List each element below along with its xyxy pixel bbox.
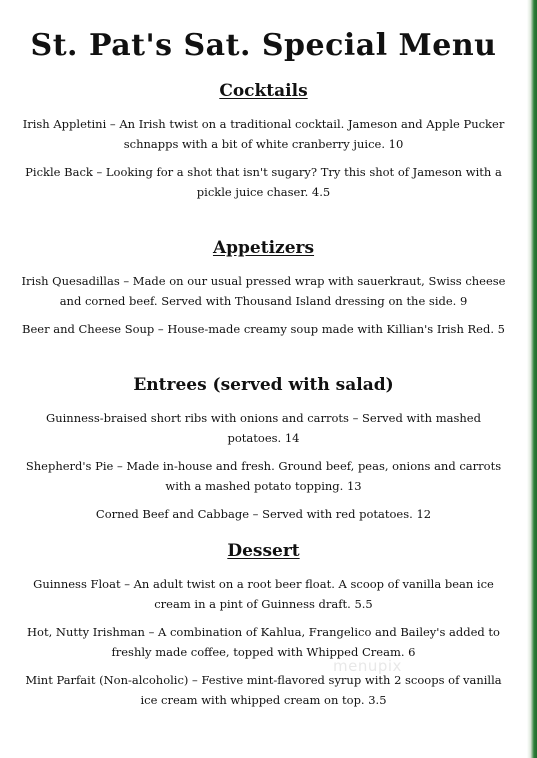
green-edge-border xyxy=(527,0,537,758)
menu-item-irish-quesadillas: Irish Quesadillas – Made on our usual pressed wrap with sauerkraut, Swiss cheese and corned beef. Served with Thousand Island dressing on the side. 9 xyxy=(21,274,506,308)
menu-item-mint-parfait: Mint Parfait (Non-alcoholic) – Festive mint-flavored syrup with 2 scoops of vanilla ice cream with whipped cream on top. 3.5 xyxy=(25,673,502,707)
menu-item-nutty-irishman: Hot, Nutty Irishman – A combination of Kahlua, Frangelico and Bailey's added to freshly made coffee, topped with Whipped Cream. 6 xyxy=(27,625,500,659)
section-heading-cocktails: Cocktails xyxy=(219,81,308,101)
watermark: menupix xyxy=(333,657,402,675)
menu-item-corned-beef: Corned Beef and Cabbage – Served with red potatoes. 12 xyxy=(95,507,432,521)
section-cocktails xyxy=(0,80,527,210)
menu-title: St. Pat's Sat. Special Menu xyxy=(30,28,497,63)
menu-item-pickle-back: Pickle Back – Looking for a shot that isn't sugary? Try this shot of Jameson with a pickle juice chaser. 4.5 xyxy=(25,165,502,199)
menu-item-beer-cheese-soup: Beer and Cheese Soup – House-made creamy soup made with Killian's Irish Red. 5 xyxy=(22,322,505,336)
menu-item-shepherds-pie: Shepherd's Pie – Made in-house and fresh. Ground beef, peas, onions and carrots with a mashed potato topping. 13 xyxy=(25,459,502,493)
section-entrees xyxy=(0,374,527,532)
section-appetizers xyxy=(0,237,527,347)
menu-item-irish-appletini: Irish Appletini – An Irish twist on a traditional cocktail. Jameson and Apple Pucker schnapps with a bit of white cranberry juice. 10 xyxy=(22,117,505,151)
section-dessert xyxy=(0,540,527,718)
section-heading-appetizers: Appetizers xyxy=(212,238,315,258)
menu-item-short-ribs: Guinness-braised short ribs with onions and carrots – Served with mashed potatoes. 14 xyxy=(46,411,481,445)
menu-item-guinness-float: Guinness Float – An adult twist on a root beer float. A scoop of vanilla bean ice cream in a pint of Guinness draft. 5.5 xyxy=(33,577,494,611)
section-heading-dessert: Dessert xyxy=(227,541,300,561)
section-heading-entrees: Entrees (served with salad) xyxy=(133,375,394,395)
